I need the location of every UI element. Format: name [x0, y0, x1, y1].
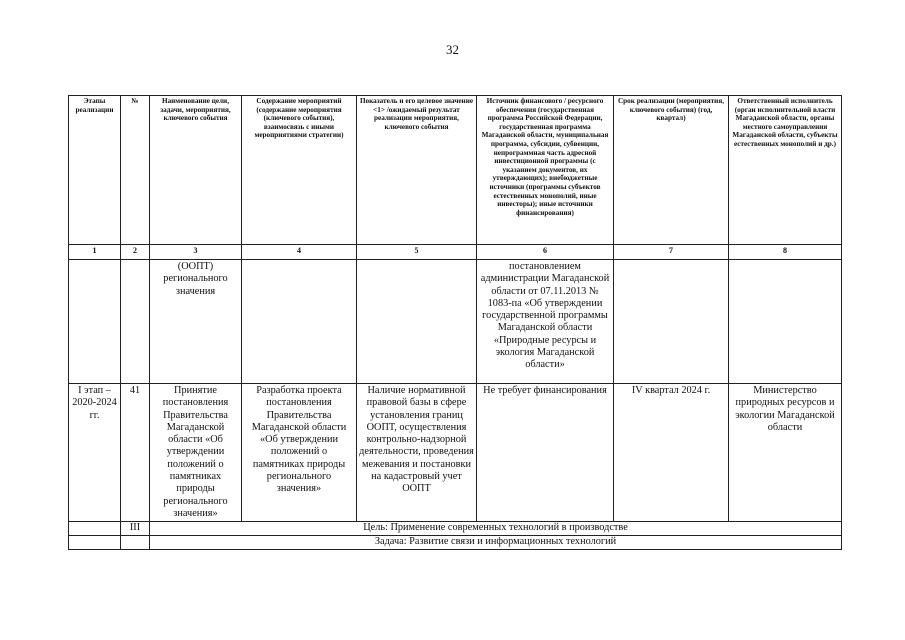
- column-number: 4: [242, 245, 357, 260]
- table-cell: [729, 260, 842, 384]
- table-cell: [69, 522, 121, 536]
- header-indicator: Показатель и его целевое значение <1> /ожидаемый результат реализации мероприятия, ключевого события: [357, 96, 477, 245]
- action-plan-table: [68, 95, 842, 550]
- event-executor-cell: Министерство природных ресурсов и экологии Магаданской области: [729, 384, 842, 522]
- event-financing-cell: Не требует финансирования: [477, 384, 614, 522]
- header-content: Содержание мероприятий (содержание мероприятия (ключевого события), взаимосвязь с иными мероприятиями стратегии): [242, 96, 357, 245]
- task-text-cell: Задача: Развитие связи и информационных технологий: [150, 536, 842, 550]
- event-deadline-cell: IV квартал 2024 г.: [614, 384, 729, 522]
- event-content-cell: Разработка проекта постановления Правительства Магаданской области «Об утверждении положений о памятниках природы регионального значения»: [242, 384, 357, 522]
- table-cell: [242, 260, 357, 384]
- column-number-row: [69, 245, 842, 260]
- table-cell: [614, 260, 729, 384]
- continuation-name-cell: (ООПТ) регионального значения: [150, 260, 242, 384]
- page-number: 32: [446, 42, 459, 57]
- column-number: 7: [614, 245, 729, 260]
- table-cell: [69, 260, 121, 384]
- event-41-row: [69, 384, 842, 522]
- event-name-cell: Принятие постановления Правительства Магаданской области «Об утверждении положений о памятниках природы регионального значения»: [150, 384, 242, 522]
- column-number: 5: [357, 245, 477, 260]
- header-executor: Ответственный исполнитель (орган исполнительной власти Магаданской области, органы местного самоуправления Магаданской области, субъекты естественных монополий и др.): [729, 96, 842, 245]
- column-number: 3: [150, 245, 242, 260]
- table-cell: [121, 260, 150, 384]
- header-deadline: Срок реализации (мероприятия, ключевого события) (год, квартал): [614, 96, 729, 245]
- header-name: Наименование цели, задачи, мероприятия, ключевого события: [150, 96, 242, 245]
- goal-number-cell: III: [121, 522, 150, 536]
- header-financing: Источник финансового / ресурсного обеспечения (государственная программа Российской Федерации, государственная программа Магаданской области, муниципальная программа, субсидии, субвенции, непрограммная часть адресной инвестиционной программы (с указанием документов, их утверждающих); внебюджетные источники (программы субъектов естественных монополий, иные инвесторы); иные источники финансирования): [477, 96, 614, 245]
- table-cell: [357, 260, 477, 384]
- column-number: 8: [729, 245, 842, 260]
- header-stages: Этапы реализации: [69, 96, 121, 245]
- continuation-row: [69, 260, 842, 384]
- task-row: [69, 536, 842, 550]
- column-number: 1: [69, 245, 121, 260]
- header-row: [69, 96, 842, 245]
- continuation-financing-cell: постановлением администрации Магаданской области от 07.11.2013 № 1083-па «Об утверждении государственной программы Магаданской области «Природные ресурсы и экология Магаданской области»: [477, 260, 614, 384]
- event-indicator-cell: Наличие нормативной правовой базы в сфере установления границ ООПТ, осуществления контрольно-надзорной деятельности, проведения межевания и постановки на кадастровый учет ООПТ: [357, 384, 477, 522]
- column-number: 2: [121, 245, 150, 260]
- stage-cell: I этап – 2020-2024 гг.: [69, 384, 121, 522]
- goal-row: [69, 522, 842, 536]
- table-cell: [121, 536, 150, 550]
- column-number: 6: [477, 245, 614, 260]
- header-number: №: [121, 96, 150, 245]
- goal-text-cell: Цель: Применение современных технологий в производстве: [150, 522, 842, 536]
- event-number-cell: 41: [121, 384, 150, 522]
- table-cell: [69, 536, 121, 550]
